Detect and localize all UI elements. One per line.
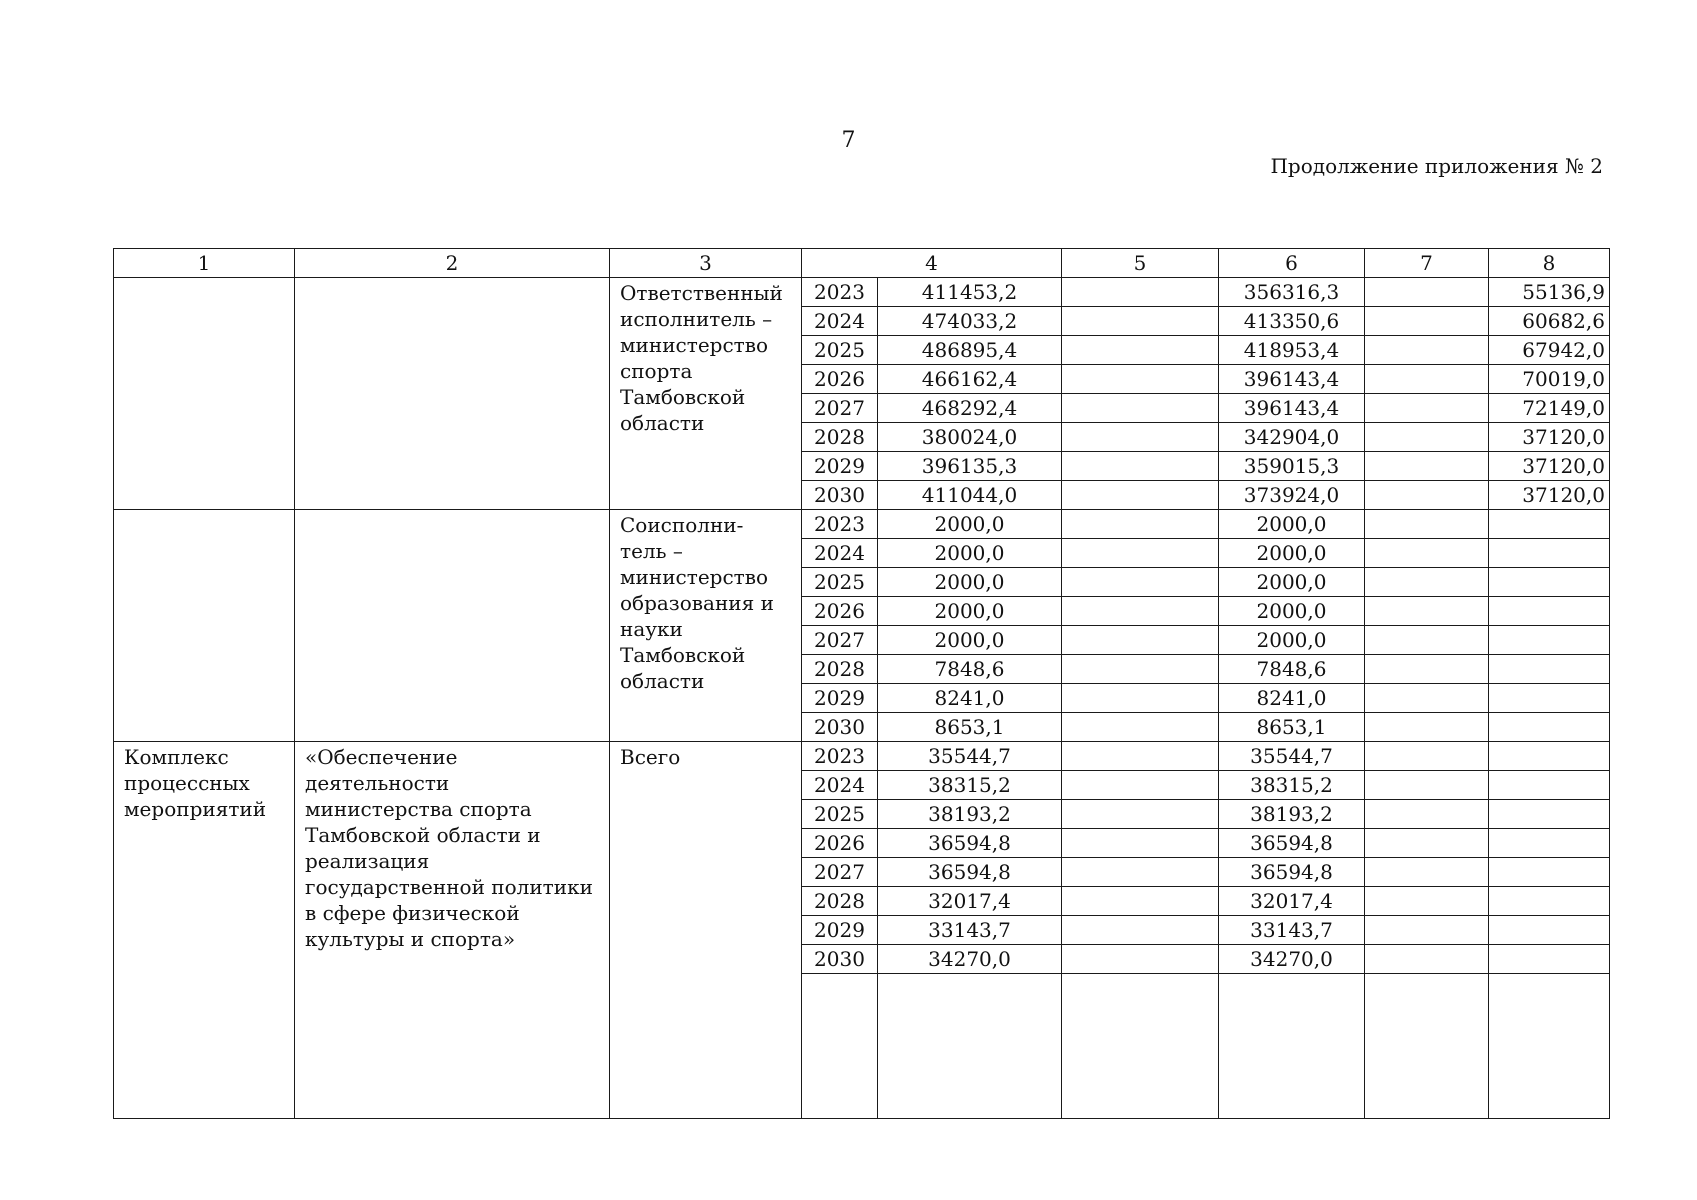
amount-col6-cell: 36594,8 xyxy=(1219,858,1365,887)
amount-col4-cell: 468292,4 xyxy=(878,394,1062,423)
year-cell: 2026 xyxy=(802,829,878,858)
table-row xyxy=(114,742,1610,771)
amount-col4-cell: 38315,2 xyxy=(878,771,1062,800)
amount-col4-cell: 36594,8 xyxy=(878,829,1062,858)
amount-col7-cell xyxy=(1365,423,1489,452)
amount-col8-cell: 37120,0 xyxy=(1489,481,1610,510)
amount-col7-cell xyxy=(1365,568,1489,597)
year-cell: 2026 xyxy=(802,597,878,626)
amount-col5-cell xyxy=(1062,858,1219,887)
group-col2-cell: «Обеспечение деятельности министерства спорта Тамбовской области и реализация государственной политики в сфере физической культуры и спорта» xyxy=(295,742,610,1119)
column-header-7: 7 xyxy=(1365,249,1489,278)
year-cell: 2028 xyxy=(802,655,878,684)
amount-col7-cell xyxy=(1365,713,1489,742)
amount-col6-cell: 359015,3 xyxy=(1219,452,1365,481)
amount-col6-cell: 35544,7 xyxy=(1219,742,1365,771)
amount-col4-cell: 8241,0 xyxy=(878,684,1062,713)
amount-col6-cell: 32017,4 xyxy=(1219,887,1365,916)
amount-col6-cell: 8653,1 xyxy=(1219,713,1365,742)
year-cell: 2028 xyxy=(802,423,878,452)
amount-col4-cell: 396135,3 xyxy=(878,452,1062,481)
empty-cell xyxy=(802,974,878,1119)
amount-col4-cell: 2000,0 xyxy=(878,510,1062,539)
amount-col8-cell xyxy=(1489,539,1610,568)
amount-col5-cell xyxy=(1062,539,1219,568)
column-header-4: 4 xyxy=(802,249,1062,278)
column-header-8: 8 xyxy=(1489,249,1610,278)
empty-cell xyxy=(1062,974,1219,1119)
amount-col8-cell xyxy=(1489,742,1610,771)
amount-col6-cell: 36594,8 xyxy=(1219,829,1365,858)
empty-cell xyxy=(1489,974,1610,1119)
year-cell: 2029 xyxy=(802,684,878,713)
amount-col6-cell: 38193,2 xyxy=(1219,800,1365,829)
amount-col6-cell: 373924,0 xyxy=(1219,481,1365,510)
amount-col5-cell xyxy=(1062,945,1219,974)
amount-col6-cell: 33143,7 xyxy=(1219,916,1365,945)
amount-col4-cell: 2000,0 xyxy=(878,626,1062,655)
amount-col5-cell xyxy=(1062,307,1219,336)
group-col3-cell: Всего xyxy=(610,742,802,1119)
group-col2-cell xyxy=(295,510,610,742)
year-cell: 2028 xyxy=(802,887,878,916)
column-header-2: 2 xyxy=(295,249,610,278)
amount-col4-cell: 33143,7 xyxy=(878,916,1062,945)
amount-col8-cell: 60682,6 xyxy=(1489,307,1610,336)
year-cell: 2024 xyxy=(802,307,878,336)
table-body xyxy=(114,278,1610,1119)
amount-col8-cell: 70019,0 xyxy=(1489,365,1610,394)
amount-col7-cell xyxy=(1365,597,1489,626)
amount-col7-cell xyxy=(1365,829,1489,858)
year-cell: 2027 xyxy=(802,626,878,655)
amount-col7-cell xyxy=(1365,684,1489,713)
amount-col8-cell xyxy=(1489,510,1610,539)
amount-col8-cell xyxy=(1489,713,1610,742)
amount-col6-cell: 2000,0 xyxy=(1219,510,1365,539)
amount-col6-cell: 8241,0 xyxy=(1219,684,1365,713)
year-cell: 2026 xyxy=(802,365,878,394)
amount-col4-cell: 474033,2 xyxy=(878,307,1062,336)
amount-col7-cell xyxy=(1365,742,1489,771)
amount-col5-cell xyxy=(1062,365,1219,394)
year-cell: 2030 xyxy=(802,481,878,510)
amount-col4-cell: 35544,7 xyxy=(878,742,1062,771)
column-header-3: 3 xyxy=(610,249,802,278)
amount-col8-cell xyxy=(1489,916,1610,945)
amount-col7-cell xyxy=(1365,916,1489,945)
group-col1-cell xyxy=(114,510,295,742)
amount-col5-cell xyxy=(1062,568,1219,597)
group-col3-cell: Соисполни- тель – министерство образования и науки Тамбовской области xyxy=(610,510,802,742)
year-cell: 2029 xyxy=(802,452,878,481)
amount-col5-cell xyxy=(1062,336,1219,365)
amount-col6-cell: 413350,6 xyxy=(1219,307,1365,336)
amount-col4-cell: 2000,0 xyxy=(878,597,1062,626)
amount-col8-cell xyxy=(1489,858,1610,887)
amount-col5-cell xyxy=(1062,452,1219,481)
year-cell: 2027 xyxy=(802,394,878,423)
amount-col4-cell: 32017,4 xyxy=(878,887,1062,916)
amount-col7-cell xyxy=(1365,771,1489,800)
group-col2-cell xyxy=(295,278,610,510)
amount-col4-cell: 7848,6 xyxy=(878,655,1062,684)
amount-col5-cell xyxy=(1062,655,1219,684)
amount-col8-cell xyxy=(1489,945,1610,974)
empty-cell xyxy=(878,974,1062,1119)
amount-col8-cell: 67942,0 xyxy=(1489,336,1610,365)
year-cell: 2027 xyxy=(802,858,878,887)
amount-col4-cell: 38193,2 xyxy=(878,800,1062,829)
amount-col6-cell: 2000,0 xyxy=(1219,539,1365,568)
appendix-table xyxy=(113,248,1610,1119)
amount-col4-cell: 486895,4 xyxy=(878,336,1062,365)
year-cell: 2025 xyxy=(802,800,878,829)
amount-col6-cell: 356316,3 xyxy=(1219,278,1365,307)
amount-col5-cell xyxy=(1062,481,1219,510)
group-col1-cell xyxy=(114,278,295,510)
amount-col8-cell: 37120,0 xyxy=(1489,423,1610,452)
year-cell: 2024 xyxy=(802,539,878,568)
column-header-6: 6 xyxy=(1219,249,1365,278)
amount-col6-cell: 2000,0 xyxy=(1219,568,1365,597)
amount-col5-cell xyxy=(1062,829,1219,858)
amount-col6-cell: 2000,0 xyxy=(1219,626,1365,655)
year-cell: 2023 xyxy=(802,510,878,539)
amount-col4-cell: 36594,8 xyxy=(878,858,1062,887)
amount-col6-cell: 342904,0 xyxy=(1219,423,1365,452)
year-cell: 2023 xyxy=(802,278,878,307)
amount-col8-cell: 37120,0 xyxy=(1489,452,1610,481)
amount-col7-cell xyxy=(1365,655,1489,684)
amount-col6-cell: 34270,0 xyxy=(1219,945,1365,974)
table-row xyxy=(114,510,1610,539)
amount-col7-cell xyxy=(1365,626,1489,655)
empty-cell xyxy=(1365,974,1489,1119)
year-cell: 2030 xyxy=(802,945,878,974)
amount-col6-cell: 396143,4 xyxy=(1219,365,1365,394)
amount-col8-cell xyxy=(1489,800,1610,829)
amount-col5-cell xyxy=(1062,800,1219,829)
amount-col7-cell xyxy=(1365,307,1489,336)
amount-col7-cell xyxy=(1365,887,1489,916)
group-col1-cell: Комплекс процессных мероприятий xyxy=(114,742,295,1119)
amount-col7-cell xyxy=(1365,365,1489,394)
amount-col7-cell xyxy=(1365,510,1489,539)
group-col3-cell: Ответственный исполнитель – министерство спорта Тамбовской области xyxy=(610,278,802,510)
column-number-row xyxy=(114,249,1610,278)
column-header-1: 1 xyxy=(114,249,295,278)
amount-col8-cell xyxy=(1489,597,1610,626)
year-cell: 2025 xyxy=(802,336,878,365)
page-number: 7 xyxy=(841,128,856,153)
amount-col7-cell xyxy=(1365,858,1489,887)
amount-col6-cell: 418953,4 xyxy=(1219,336,1365,365)
amount-col8-cell xyxy=(1489,771,1610,800)
amount-col7-cell xyxy=(1365,539,1489,568)
amount-col8-cell xyxy=(1489,684,1610,713)
amount-col7-cell xyxy=(1365,336,1489,365)
amount-col4-cell: 411044,0 xyxy=(878,481,1062,510)
amount-col6-cell: 38315,2 xyxy=(1219,771,1365,800)
amount-col4-cell: 2000,0 xyxy=(878,539,1062,568)
empty-cell xyxy=(1219,974,1365,1119)
amount-col5-cell xyxy=(1062,887,1219,916)
amount-col5-cell xyxy=(1062,278,1219,307)
amount-col6-cell: 7848,6 xyxy=(1219,655,1365,684)
amount-col5-cell xyxy=(1062,423,1219,452)
amount-col6-cell: 396143,4 xyxy=(1219,394,1365,423)
amount-col7-cell xyxy=(1365,800,1489,829)
amount-col8-cell: 72149,0 xyxy=(1489,394,1610,423)
amount-col4-cell: 411453,2 xyxy=(878,278,1062,307)
amount-col7-cell xyxy=(1365,945,1489,974)
amount-col5-cell xyxy=(1062,597,1219,626)
amount-col5-cell xyxy=(1062,626,1219,655)
amount-col5-cell xyxy=(1062,510,1219,539)
column-header-5: 5 xyxy=(1062,249,1219,278)
amount-col7-cell xyxy=(1365,394,1489,423)
amount-col8-cell xyxy=(1489,887,1610,916)
year-cell: 2024 xyxy=(802,771,878,800)
year-cell: 2029 xyxy=(802,916,878,945)
amount-col8-cell xyxy=(1489,655,1610,684)
amount-col5-cell xyxy=(1062,713,1219,742)
amount-col8-cell xyxy=(1489,626,1610,655)
amount-col4-cell: 380024,0 xyxy=(878,423,1062,452)
amount-col5-cell xyxy=(1062,742,1219,771)
amount-col5-cell xyxy=(1062,394,1219,423)
amount-col8-cell xyxy=(1489,829,1610,858)
amount-col4-cell: 466162,4 xyxy=(878,365,1062,394)
year-cell: 2023 xyxy=(802,742,878,771)
amount-col7-cell xyxy=(1365,278,1489,307)
amount-col8-cell xyxy=(1489,568,1610,597)
amount-col8-cell: 55136,9 xyxy=(1489,278,1610,307)
year-cell: 2030 xyxy=(802,713,878,742)
amount-col5-cell xyxy=(1062,684,1219,713)
amount-col4-cell: 2000,0 xyxy=(878,568,1062,597)
amount-col5-cell xyxy=(1062,916,1219,945)
appendix-continuation-note: Продолжение приложения № 2 xyxy=(1270,154,1603,178)
amount-col4-cell: 34270,0 xyxy=(878,945,1062,974)
amount-col7-cell xyxy=(1365,481,1489,510)
table-row xyxy=(114,278,1610,307)
amount-col5-cell xyxy=(1062,771,1219,800)
amount-col7-cell xyxy=(1365,452,1489,481)
amount-col6-cell: 2000,0 xyxy=(1219,597,1365,626)
amount-col4-cell: 8653,1 xyxy=(878,713,1062,742)
year-cell: 2025 xyxy=(802,568,878,597)
